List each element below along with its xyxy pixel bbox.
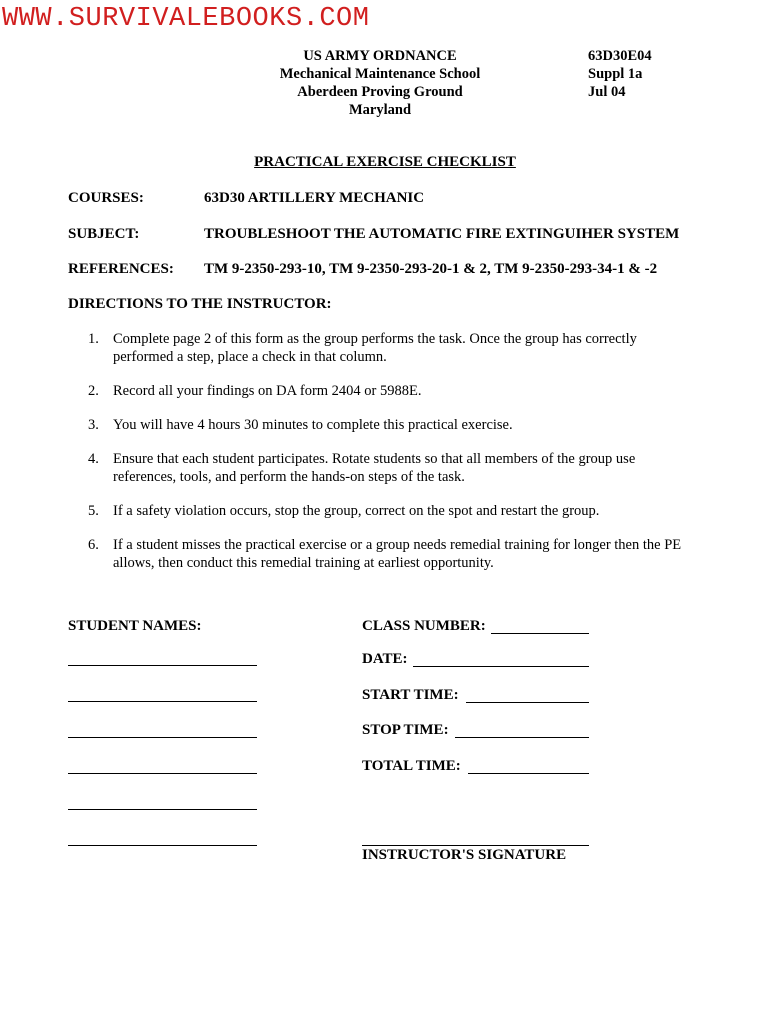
student-name-line-4[interactable] [68, 773, 257, 774]
student-name-line-2[interactable] [68, 701, 257, 702]
direction-number: 4. [88, 451, 99, 467]
direction-number: 2. [88, 383, 99, 399]
directions-list [88, 330, 698, 588]
direction-text: If a safety violation occurs, stop the group, correct on the spot and restart the group. [113, 503, 600, 519]
signature-label: INSTRUCTOR'S SIGNATURE [362, 847, 567, 863]
doc-supplement: Suppl 1a [588, 66, 643, 82]
org-line-3: Aberdeen Proving Ground [297, 84, 463, 100]
class-number-label: CLASS NUMBER: [362, 618, 486, 634]
direction-item [88, 416, 698, 434]
doc-date: Jul 04 [588, 84, 626, 100]
direction-text: Record all your findings on DA form 2404 or 5988E. [113, 383, 422, 399]
direction-number: 1. [88, 331, 99, 347]
subject-value: TROUBLESHOOT THE AUTOMATIC FIRE EXTINGUIHER SYSTEM [204, 226, 680, 242]
start-time-label: START TIME: [362, 687, 459, 703]
student-name-line-3[interactable] [68, 737, 257, 738]
student-names-label: STUDENT NAMES: [68, 618, 202, 634]
references-label: REFERENCES: [68, 261, 174, 277]
student-name-line-5[interactable] [68, 809, 257, 810]
total-time-field[interactable] [468, 773, 589, 774]
direction-text: If a student misses the practical exercise or a group needs remedial training for longer then the PE allows, then conduct this remedial training at earliest opportunity. [113, 537, 682, 571]
references-value: TM 9-2350-293-10, TM 9-2350-293-20-1 & 2, TM 9-2350-293-34-1 & -2 [204, 261, 658, 277]
stop-time-field[interactable] [455, 737, 589, 738]
stop-time-label: STOP TIME: [362, 722, 449, 738]
student-name-line-6[interactable] [68, 845, 257, 846]
courses-value: 63D30 ARTILLERY MECHANIC [204, 190, 425, 206]
class-number-field[interactable] [491, 633, 589, 634]
signature-line[interactable] [362, 845, 589, 846]
page-title: PRACTICAL EXERCISE CHECKLIST [254, 154, 516, 170]
date-field[interactable] [413, 666, 589, 667]
date-label: DATE: [362, 651, 408, 667]
watermark-text: WWW.SURVIVALEBOOKS.COM [2, 4, 370, 34]
direction-item [88, 502, 698, 520]
direction-item [88, 382, 698, 400]
direction-number: 6. [88, 537, 99, 553]
org-line-2: Mechanical Maintenance School [279, 66, 481, 82]
org-line-1: US ARMY ORDNANCE [303, 48, 457, 64]
student-name-line-1[interactable] [68, 665, 257, 666]
directions-heading: DIRECTIONS TO THE INSTRUCTOR: [68, 296, 332, 312]
direction-number: 5. [88, 503, 99, 519]
start-time-field[interactable] [466, 702, 589, 703]
direction-item [88, 536, 698, 572]
total-time-label: TOTAL TIME: [362, 758, 461, 774]
doc-number: 63D30E04 [588, 48, 652, 64]
direction-item [88, 450, 698, 486]
direction-text: Ensure that each student participates. Rotate students so that all members of the group use references, tools, and perform the hands-on steps of the task. [113, 451, 636, 485]
direction-text: Complete page 2 of this form as the group performs the task. Once the group has correctly performed a step, place a check in that column. [113, 331, 637, 365]
subject-label: SUBJECT: [68, 226, 140, 242]
direction-item [88, 330, 698, 366]
direction-text: You will have 4 hours 30 minutes to complete this practical exercise. [113, 417, 513, 433]
org-line-4: Maryland [348, 102, 412, 118]
direction-number: 3. [88, 417, 99, 433]
courses-label: COURSES: [68, 190, 144, 206]
